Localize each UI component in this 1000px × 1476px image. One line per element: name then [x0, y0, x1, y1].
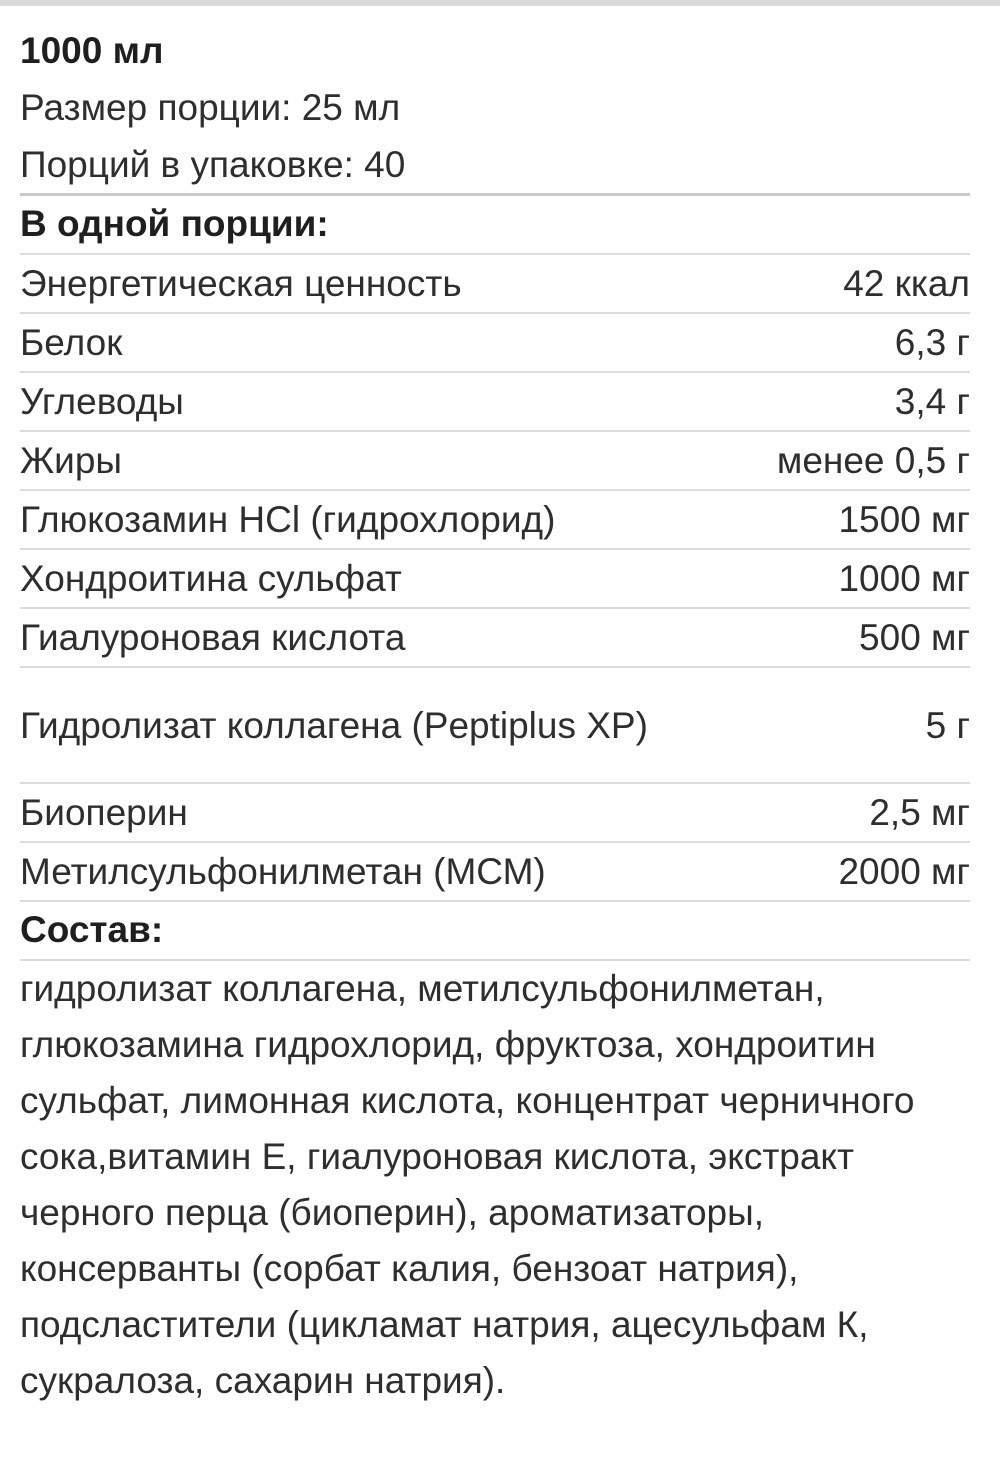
nutrition-panel — [20, 22, 970, 1409]
nutrient-value: 1000 мг — [838, 558, 970, 599]
nutrient-row — [20, 843, 970, 902]
nutrient-row — [20, 609, 970, 668]
nutrient-name: Глюкозамин HCl (гидрохлорид) — [20, 499, 556, 540]
nutrient-name: Биоперин — [20, 792, 188, 833]
nutrient-value: 6,3 г — [894, 322, 970, 363]
composition-heading: Состав: — [20, 902, 970, 961]
nutrient-value: 1500 мг — [838, 499, 970, 540]
volume-label: 1000 мл — [20, 30, 164, 71]
nutrient-value: 3,4 г — [894, 381, 970, 422]
nutrient-row — [20, 255, 970, 314]
nutrient-name: Жиры — [20, 440, 123, 481]
nutrient-name: Метилсульфонилметан (МСМ) — [20, 851, 546, 892]
nutrient-value: менее 0,5 г — [776, 440, 970, 481]
nutrient-row — [20, 668, 970, 784]
nutrient-row — [20, 373, 970, 432]
nutrient-name: Белок — [20, 322, 123, 363]
nutrient-value: 5 г — [925, 704, 970, 746]
top-border — [0, 0, 1000, 6]
nutrient-value: 42 ккал — [843, 263, 970, 304]
nutrient-row — [20, 550, 970, 609]
serving-size: Размер порции: 25 мл — [20, 87, 401, 128]
nutrient-row — [20, 314, 970, 373]
nutrient-row — [20, 784, 970, 843]
nutrient-name: Хондроитина сульфат — [20, 558, 402, 599]
per-serving-heading: В одной порции: — [20, 196, 970, 255]
composition-text: гидролизат коллагена, метилсульфонилметан, глюкозамина гидрохлорид, фруктоза, хондроитин сульфат, лимонная кислота, концентрат черничного сока,витамин Е, гиалуроновая кислота, экстракт черного перца (биоперин), ароматизаторы, консерванты (сорбат калия, бензоат натрия), подсластители (цикламат натрия, ацесульфам К, сукралоза, сахарин натрия). — [20, 968, 915, 1401]
nutrient-value: 500 мг — [859, 617, 970, 658]
nutrient-name: Гидролизат коллагена (Peptiplus XP) — [20, 704, 648, 746]
nutrient-name: Энергетическая ценность — [20, 263, 462, 304]
nutrient-row — [20, 432, 970, 491]
servings-per-pack: Порций в упаковке: 40 — [20, 136, 970, 196]
nutrient-value: 2000 мг — [838, 851, 970, 892]
nutrient-value: 2,5 мг — [869, 792, 970, 833]
nutrient-row — [20, 491, 970, 550]
nutrient-name: Углеводы — [20, 381, 184, 422]
nutrient-name: Гиалуроновая кислота — [20, 617, 406, 658]
